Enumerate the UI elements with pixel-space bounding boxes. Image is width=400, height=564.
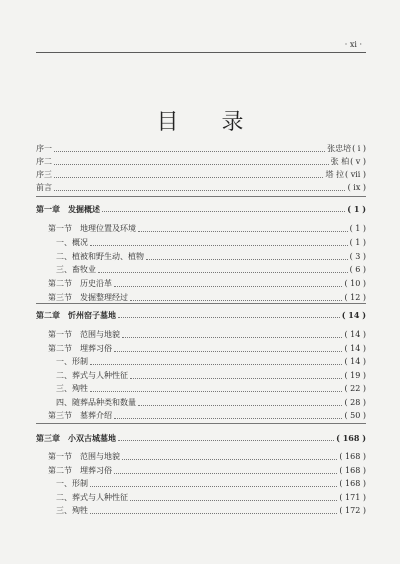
toc-entry-label: 第二章 忻州窑子墓地 (36, 310, 116, 320)
toc-entry[interactable] (56, 384, 366, 394)
leader-dots (90, 245, 348, 246)
toc-entry[interactable] (48, 466, 366, 476)
toc-entry-label: 二、葬式与人种性征 (56, 493, 128, 502)
toc-entry[interactable] (56, 357, 366, 367)
toc-entry-page: ( 14 ) (344, 357, 366, 366)
leader-dots (90, 513, 337, 514)
toc-entry-page: ( 14 ) (344, 344, 366, 353)
leader-dots (54, 177, 323, 178)
toc-entry-label: 第二节 埋葬习俗 (48, 466, 112, 475)
leader-dots (54, 164, 329, 165)
toc-chapter-entry[interactable] (36, 310, 366, 320)
toc-entry-page: ( 14 ) (344, 330, 366, 339)
toc-entry-page: ( 50 ) (344, 411, 366, 420)
toc-title: 目 录 (156, 110, 262, 135)
toc-entry[interactable] (56, 265, 366, 275)
toc-entry[interactable] (48, 224, 366, 234)
section-divider (36, 303, 366, 304)
toc-entry-label: 二、植被和野生动、植物 (56, 252, 144, 261)
toc-entry-label: 序三 (36, 170, 52, 179)
toc-entry-page: ( 168 ) (339, 479, 366, 488)
toc-entry[interactable] (48, 293, 366, 303)
toc-entry-page: ( 1 ) (349, 224, 366, 233)
toc-entry[interactable] (36, 183, 366, 193)
toc-entry-label: 一、概况 (56, 238, 88, 247)
toc-entry[interactable] (56, 252, 366, 262)
toc-entry-label: 前言 (36, 183, 52, 192)
toc-entry-author: 张忠培 (327, 144, 352, 153)
toc-entry-author: 张 柏 (330, 157, 350, 166)
toc-entry-author: 塔 拉 (325, 170, 345, 179)
toc-entry-label: 三、畜牧业 (56, 265, 96, 274)
leader-dots (90, 364, 342, 365)
toc-entry-label: 一、形制 (56, 479, 88, 488)
toc-entry-page: ( 6 ) (349, 265, 366, 274)
toc-entry-label: 第一章 发掘概述 (36, 204, 100, 214)
toc-entry[interactable] (56, 493, 366, 503)
leader-dots (114, 286, 342, 287)
toc-entry-page: ( 168 ) (339, 452, 366, 461)
toc-entry[interactable] (56, 398, 366, 408)
toc-entry-label: 序二 (36, 157, 52, 166)
toc-entry-label: 第三章 小双古城墓地 (36, 433, 116, 443)
toc-entry[interactable] (36, 157, 366, 167)
toc-entry-page: ( 168 ) (339, 466, 366, 475)
toc-entry[interactable] (48, 452, 366, 462)
toc-entry-page: ( 14 ) (341, 310, 366, 320)
toc-entry-page: ( 1 ) (347, 204, 366, 214)
leader-dots (138, 405, 342, 406)
leader-dots (130, 500, 337, 501)
toc-entry-label: 第二节 埋葬习俗 (48, 344, 112, 353)
toc-entry-page: ( 3 ) (349, 252, 366, 261)
toc-entry-label: 一、形制 (56, 357, 88, 366)
toc-entry-page: ( 168 ) (336, 433, 366, 443)
toc-entry-label: 四、随葬品种类和数量 (56, 398, 136, 407)
leader-dots (54, 151, 325, 152)
toc-chapter-entry[interactable] (36, 433, 366, 443)
leader-dots (90, 391, 342, 392)
toc-entry-page: ( 12 ) (344, 293, 366, 302)
toc-entry-page: ( ix ) (347, 183, 366, 192)
toc-entry-page: ( 10 ) (344, 279, 366, 288)
page-number: · xi · (344, 40, 362, 49)
toc-entry[interactable] (56, 238, 366, 248)
toc-entry-page: ( 1 ) (349, 238, 366, 247)
leader-dots (114, 418, 342, 419)
toc-entry[interactable] (48, 330, 366, 340)
toc-entry-label: 第三节 发掘整理经过 (48, 293, 128, 302)
toc-entry-label: 第二节 历史沿革 (48, 279, 112, 288)
leader-dots (102, 211, 345, 212)
toc-entry-page: ( 28 ) (344, 398, 366, 407)
toc-entry-label: 序一 (36, 144, 52, 153)
toc-entry-page: ( i ) (352, 144, 366, 153)
leader-dots (118, 317, 340, 318)
toc-entry[interactable] (36, 170, 366, 180)
toc-entry-label: 第一节 范围与地貌 (48, 330, 120, 339)
toc-entry-page: ( vii ) (345, 170, 366, 179)
leader-dots (130, 378, 342, 379)
toc-entry[interactable] (48, 344, 366, 354)
toc-entry-label: 三、殉牲 (56, 506, 88, 515)
leader-dots (122, 337, 342, 338)
toc-entry-page: ( 171 ) (339, 493, 366, 502)
header-rule (36, 52, 366, 53)
leader-dots (98, 272, 348, 273)
toc-entry-label: 三、殉牲 (56, 384, 88, 393)
toc-entry-page: ( 22 ) (344, 384, 366, 393)
toc-entry[interactable] (48, 411, 366, 421)
leader-dots (146, 259, 348, 260)
toc-entry-page: ( 19 ) (344, 371, 366, 380)
leader-dots (114, 473, 337, 474)
leader-dots (130, 300, 342, 301)
toc-entry-page: ( v ) (350, 157, 366, 166)
toc-entry[interactable] (56, 371, 366, 381)
section-divider (36, 196, 366, 197)
leader-dots (114, 351, 342, 352)
leader-dots (122, 459, 337, 460)
toc-entry[interactable] (48, 279, 366, 289)
toc-chapter-entry[interactable] (36, 204, 366, 214)
leader-dots (54, 190, 345, 191)
toc-entry-label: 第一节 地理位置及环境 (48, 224, 136, 233)
toc-entry[interactable] (56, 479, 366, 489)
leader-dots (90, 486, 337, 487)
toc-entry[interactable] (56, 506, 366, 516)
toc-entry-page: ( 172 ) (339, 506, 366, 515)
leader-dots (118, 440, 334, 441)
toc-entry-label: 第一节 范围与地貌 (48, 452, 120, 461)
toc-entry-label: 第三节 墓葬介绍 (48, 411, 112, 420)
toc-entry[interactable] (36, 144, 366, 154)
section-divider (36, 423, 366, 424)
leader-dots (138, 231, 348, 232)
toc-entry-label: 二、葬式与人种性征 (56, 371, 128, 380)
